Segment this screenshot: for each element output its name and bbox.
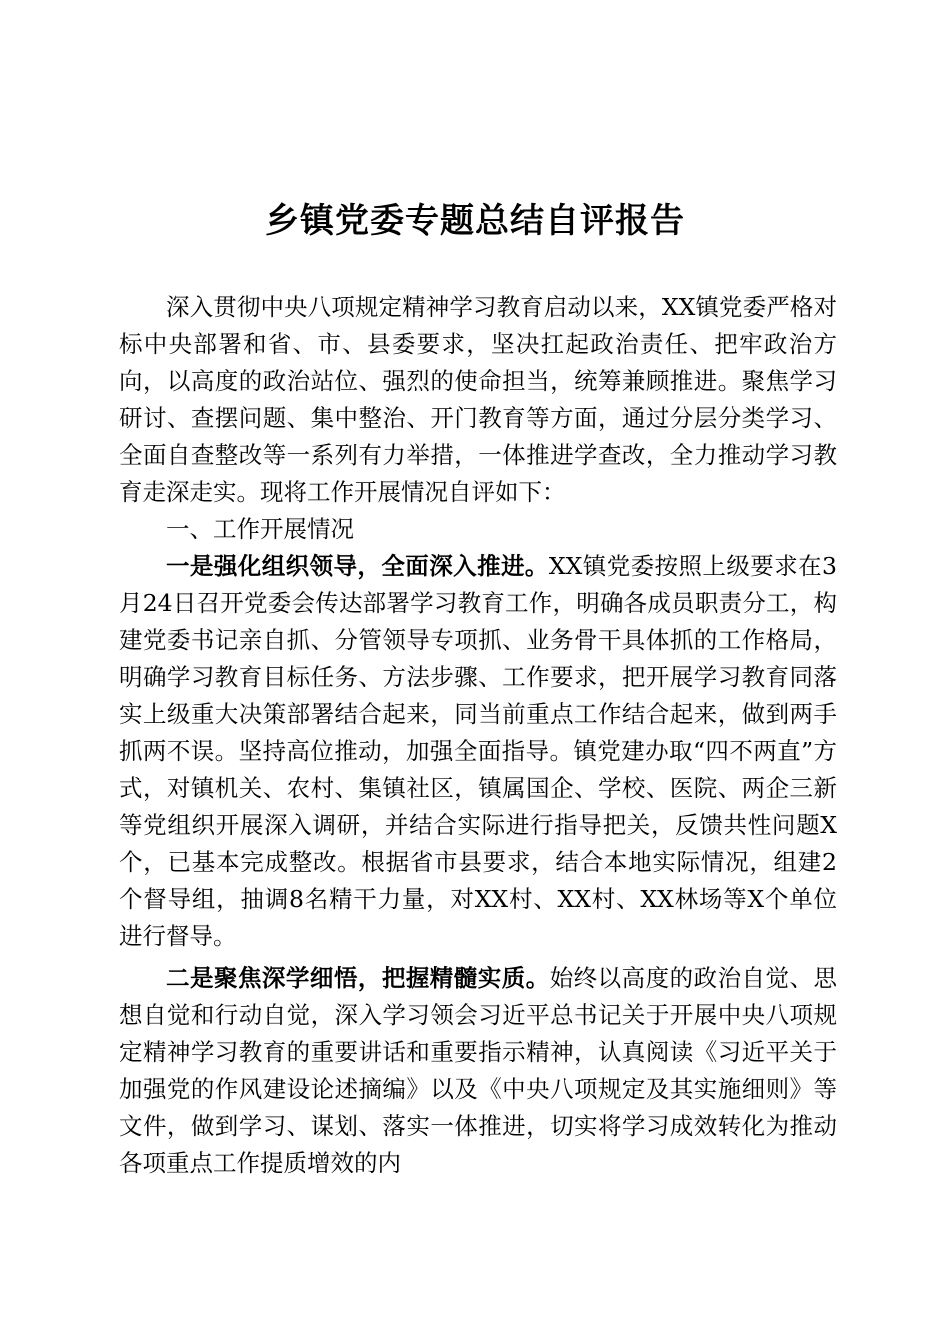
paragraph-2-body: 始终以高度的政治自觉、思想自觉和行动自觉，深入学习领会习近平总书记关于开展中央八项规定精神学习教育的重要讲话和重要指示精神，认真阅读《习近平关于加强党的作风建设论述摘编》以及《中央八项规定及其实施细则》等文件，做到学习、谋划、落实一体推进，切实将学习成效转化为推动各项重点工作提质增效的内 bbox=[119, 964, 837, 1177]
paragraph-1 bbox=[119, 548, 837, 955]
section-heading: 一、工作开展情况 bbox=[166, 515, 354, 543]
paragraph-1-lead: 一是强化组织领导，全面深入推进。 bbox=[166, 552, 549, 580]
document-body bbox=[119, 289, 837, 1182]
paragraph-2-lead: 二是聚焦深学细悟，把握精髓实质。 bbox=[166, 964, 550, 992]
document-title: 乡镇党委专题总结自评报告 bbox=[265, 201, 685, 241]
paragraph-1-body: XX镇党委按照上级要求在3月24日召开党委会传达部署学习教育工作，明确各成员职责分工，构建党委书记亲自抓、分管领导专项抓、业务骨干具体抓的工作格局，明确学习教育目标任务、方法步骤、工作要求，把开展学习教育同落实上级重大决策部署结合起来，同当前重点工作结合起来，做到两手抓两不误。坚持高位推动，加强全面指导。镇党建办取“四不两直”方式，对镇机关、农村、集镇社区，镇属国企、学校、医院、两企三新等党组织开展深入调研，并结合实际进行指导把关，反馈共性问题X个，已基本完成整改。根据省市县要求，结合本地实际情况，组建2个督导组，抽调8名精干力量，对XX村、XX村、XX林场等X个单位进行督导。 bbox=[119, 552, 838, 950]
paragraph-2 bbox=[119, 960, 837, 1182]
intro-paragraph: 深入贯彻中央八项规定精神学习教育启动以来，XX镇党委严格对标中央部署和省、市、县委要求，坚决扛起政治责任、把牢政治方向，以高度的政治站位、强烈的使命担当，统筹兼顾推进。聚焦学习研讨、查摆问题、集中整治、开门教育等方面，通过分层分类学习、全面自查整改等一系列有力举措，一体推进学查改，全力推动学习教育走深走实。现将工作开展情况自评如下： bbox=[119, 293, 837, 506]
